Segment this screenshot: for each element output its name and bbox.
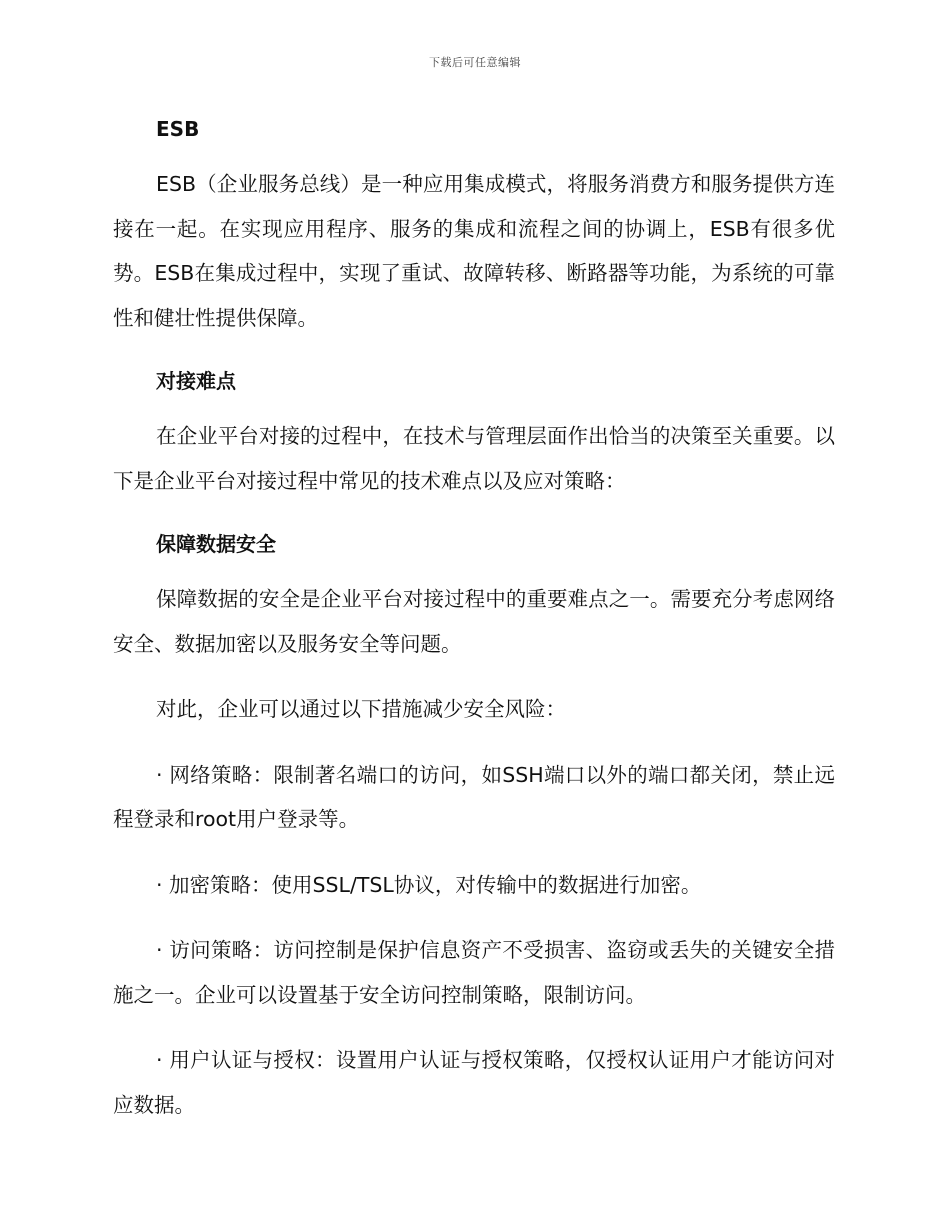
paragraph-measures-intro: 对此，企业可以通过以下措施减少安全风险： xyxy=(156,697,566,721)
heading-esb: ESB xyxy=(156,117,200,141)
heading-difficulties: 对接难点 xyxy=(156,369,236,393)
heading-data-security: 保障数据安全 xyxy=(156,532,276,556)
document-body xyxy=(113,112,835,1127)
bullet-access-policy: · 访问策略：访问控制是保护信息资产不受损害、盗窃或丢失的关键安全措施之一。企业可以设置基于安全访问控制策略，限制访问。 xyxy=(113,938,835,1007)
paragraph-difficulties: 在企业平台对接的过程中，在技术与管理层面作出恰当的决策至关重要。以下是企业平台对接过程中常见的技术难点以及应对策略： xyxy=(113,424,835,493)
bullet-user-auth: · 用户认证与授权：设置用户认证与授权策略，仅授权认证用户才能访问对应数据。 xyxy=(113,1048,835,1117)
bullet-network-policy: · 网络策略：限制著名端口的访问，如SSH端口以外的端口都关闭，禁止远程登录和root用户登录等。 xyxy=(113,762,835,831)
paragraph-data-security: 保障数据的安全是企业平台对接过程中的重要难点之一。需要充分考虑网络安全、数据加密以及服务安全等问题。 xyxy=(113,587,835,656)
page-header: 下载后可任意编辑 xyxy=(429,56,521,69)
bullet-encryption-policy: · 加密策略：使用SSL/TSL协议，对传输中的数据进行加密。 xyxy=(156,872,702,897)
paragraph-esb: ESB（企业服务总线）是一种应用集成模式，将服务消费方和服务提供方连接在一起。在实现应用程序、服务的集成和流程之间的协调上，ESB有很多优势。ESB在集成过程中，实现了重试、故障转移、断路器等功能，为系统的可靠性和健壮性提供保障。 xyxy=(113,172,835,330)
